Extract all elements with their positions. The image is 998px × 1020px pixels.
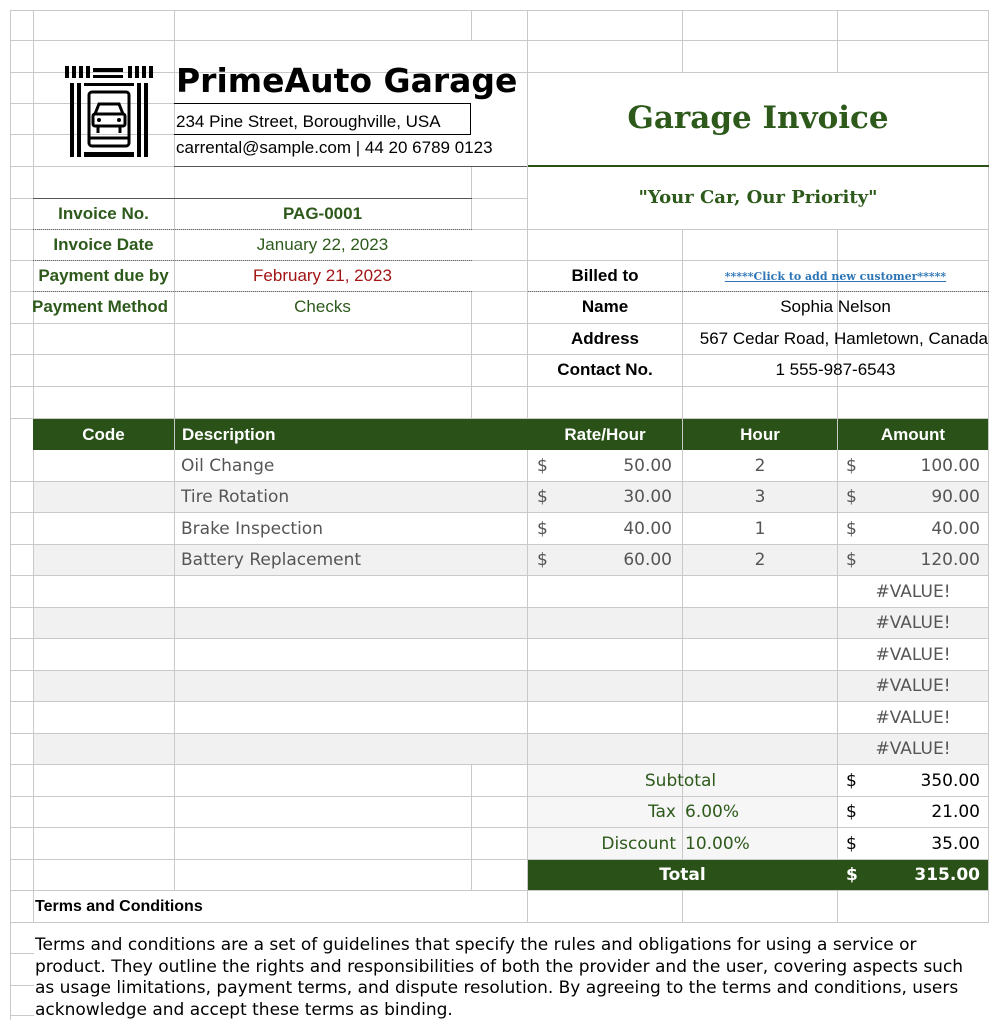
row-amount: 40.00 — [931, 518, 980, 539]
invoice-number[interactable]: PAG-0001 — [282, 204, 363, 223]
invoice-date-label: Invoice Date — [53, 235, 154, 254]
discount-rate[interactable]: 10.00% — [685, 833, 750, 854]
row-amount: 120.00 — [920, 549, 980, 570]
row-hour[interactable]: 1 — [754, 518, 766, 539]
row-amount: 90.00 — [931, 486, 980, 507]
row-description[interactable]: Oil Change — [181, 455, 275, 476]
row-description[interactable]: Brake Inspection — [181, 518, 323, 539]
terms-text: Terms and conditions are a set of guidelines that specify the rules and obligations for using a service or product. They outline the rights and responsibilities of both the provider and the user, covering aspects such as usage limitations, payment terms, and dispute resolution. By agreeing to the terms and conditions, users acknowledge and accept these terms as binding. — [35, 935, 964, 1020]
row-rate[interactable]: 50.00 — [623, 455, 672, 476]
customer-address-text: 567 Cedar Road, Hamletown, Canada — [699, 329, 988, 348]
col-header-hour: Hour — [683, 419, 837, 450]
row-rate[interactable]: 60.00 — [623, 549, 672, 570]
customer-name[interactable]: Sophia Nelson — [780, 297, 891, 316]
row-rate-currency: $ — [537, 518, 548, 539]
billed-to-label: Billed to — [571, 266, 639, 285]
row-amount-currency: $ — [846, 486, 857, 507]
row-hour[interactable]: 3 — [754, 486, 766, 507]
amount-error: #VALUE! — [875, 738, 951, 759]
row-rate-currency: $ — [537, 549, 548, 570]
subtotal-currency: $ — [846, 770, 857, 791]
garage-logo-icon — [62, 66, 156, 160]
customer-contact-label: Contact No. — [557, 360, 653, 379]
company-name: PrimeAuto Garage — [176, 60, 518, 100]
row-rate-currency: $ — [537, 486, 548, 507]
total-currency: $ — [846, 865, 858, 885]
tax-value: 21.00 — [931, 801, 980, 822]
col-header-rate: Rate/Hour — [528, 419, 682, 450]
row-amount-currency: $ — [846, 518, 857, 539]
amount-error: #VALUE! — [875, 644, 951, 665]
discount-value: 35.00 — [931, 833, 980, 854]
company-contact: carrental@sample.com | 44 20 6789 0123 — [176, 138, 493, 157]
payment-method[interactable]: Checks — [294, 297, 351, 316]
amount-error: #VALUE! — [875, 707, 951, 728]
row-hour[interactable]: 2 — [754, 549, 766, 570]
row-description[interactable]: Tire Rotation — [181, 486, 290, 507]
company-address: 234 Pine Street, Boroughville, USA — [176, 112, 441, 131]
col-header-code: Code — [33, 419, 174, 450]
invoice-number-label: Invoice No. — [58, 204, 149, 223]
invoice-date[interactable]: January 22, 2023 — [256, 235, 389, 254]
amount-error: #VALUE! — [875, 612, 951, 633]
payment-due-date[interactable]: February 21, 2023 — [253, 266, 392, 285]
customer-contact[interactable]: 1 555-987-6543 — [775, 360, 896, 379]
amount-error: #VALUE! — [875, 581, 951, 602]
payment-method-label: Payment Method — [31, 297, 169, 316]
col-header-description: Description — [175, 419, 534, 450]
add-customer-link[interactable]: *****Click to add new customer***** — [724, 269, 947, 283]
row-amount-currency: $ — [846, 455, 857, 476]
col-header-amount: Amount — [838, 419, 988, 450]
total-value: 315.00 — [914, 865, 980, 885]
invoice-slogan: "Your Car, Our Priority" — [638, 186, 878, 208]
row-amount: 100.00 — [920, 455, 980, 476]
row-description[interactable]: Battery Replacement — [181, 549, 362, 570]
tax-currency: $ — [846, 801, 857, 822]
row-hour[interactable]: 2 — [754, 455, 766, 476]
subtotal-label: Subtotal — [644, 770, 717, 791]
subtotal-value: 350.00 — [920, 770, 980, 791]
amount-error: #VALUE! — [875, 675, 951, 696]
customer-address[interactable] — [682, 324, 988, 354]
tax-label: Tax — [647, 801, 676, 822]
discount-currency: $ — [846, 833, 857, 854]
customer-name-label: Name — [581, 297, 629, 316]
discount-label: Discount — [601, 833, 676, 854]
invoice-title: Garage Invoice — [627, 100, 889, 136]
row-rate[interactable]: 40.00 — [623, 518, 672, 539]
customer-address-label: Address — [570, 329, 640, 348]
payment-due-label: Payment due by — [38, 266, 169, 285]
row-amount-currency: $ — [846, 549, 857, 570]
tax-rate[interactable]: 6.00% — [685, 801, 740, 822]
terms-heading: Terms and Conditions — [35, 898, 203, 915]
total-label: Total — [659, 865, 706, 885]
row-rate-currency: $ — [537, 455, 548, 476]
row-rate[interactable]: 30.00 — [623, 486, 672, 507]
